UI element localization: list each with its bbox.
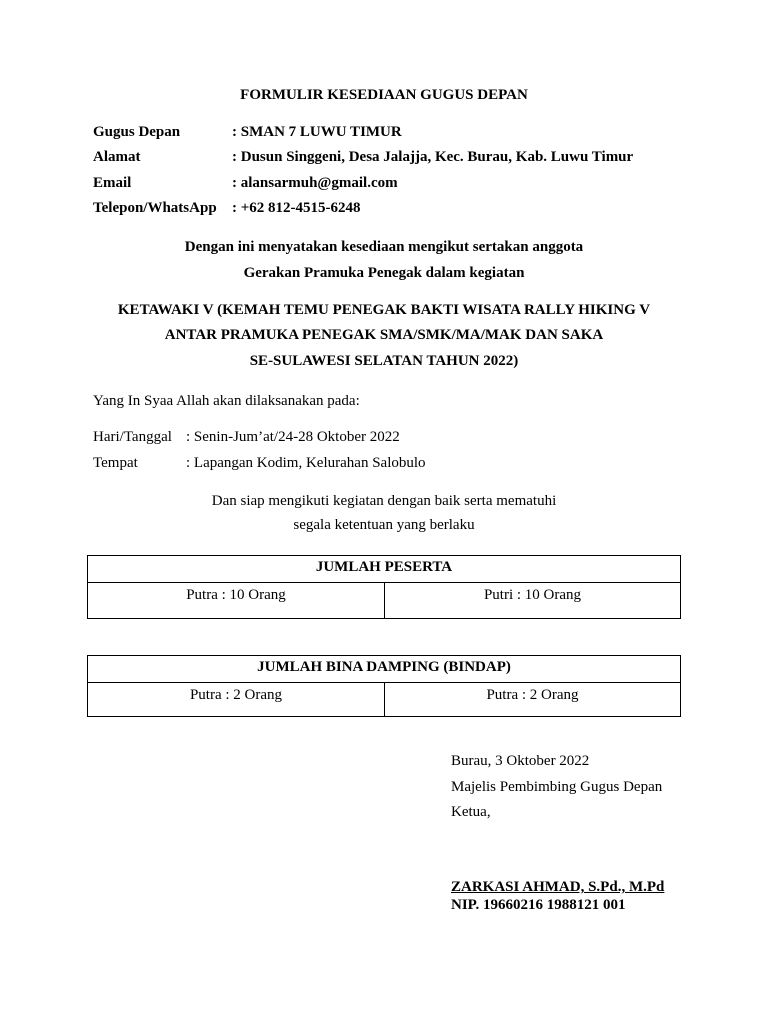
value-email: : alansarmuh@gmail.com (232, 175, 398, 191)
bindap-right-cell: Putra : 2 Orang (486, 687, 579, 703)
event-title-line-1: KETAWAKI V (KEMAH TEMU PENEGAK BAKTI WISATA RALLY HIKING V (117, 302, 651, 318)
bindap-table-row (88, 683, 680, 716)
label-gugus-depan: Gugus Depan (93, 124, 181, 140)
closing-line-2: segala ketentuan yang berlaku (293, 517, 475, 533)
value-telepon: : +62 812-4515-6248 (232, 200, 361, 216)
label-hari-tanggal: Hari/Tanggal (93, 429, 172, 445)
value-tempat: : Lapangan Kodim, Kelurahan Salobulo (186, 455, 426, 471)
value-gugus-depan: : SMAN 7 LUWU TIMUR (232, 124, 402, 140)
signature-office: Majelis Pembimbing Gugus Depan (451, 779, 663, 795)
participants-table-row (88, 583, 680, 618)
signature-role: Ketua, (451, 804, 491, 820)
bindap-table (87, 655, 681, 717)
closing-line-1: Dan siap mengikuti kegiatan dengan baik serta mematuhi (211, 493, 557, 509)
label-tempat: Tempat (93, 455, 138, 471)
statement-line-2: Gerakan Pramuka Penegak dalam kegiatan (243, 265, 525, 281)
intro-text: Yang In Syaa Allah akan dilaksanakan pada: (93, 393, 360, 409)
participants-male-cell: Putra : 10 Orang (88, 583, 385, 618)
signature-place-date: Burau, 3 Oktober 2022 (451, 753, 590, 769)
event-title-line-2: ANTAR PRAMUKA PENEGAK SMA/SMK/MA/MAK DAN SAKA (164, 327, 604, 343)
participants-female-cell: Putri : 10 Orang (483, 587, 582, 603)
bindap-table-header: JUMLAH BINA DAMPING (BINDAP) (88, 656, 680, 683)
label-alamat: Alamat (93, 149, 141, 165)
bindap-left-cell: Putra : 2 Orang (88, 683, 385, 716)
event-title-line-3: SE-SULAWESI SELATAN TAHUN 2022) (249, 353, 519, 369)
value-hari-tanggal: : Senin-Jum’at/24-28 Oktober 2022 (186, 429, 400, 445)
statement-line-1: Dengan ini menyatakan kesediaan mengikut sertakan anggota (184, 239, 584, 255)
form-title: FORMULIR KESEDIAAN GUGUS DEPAN (240, 87, 528, 103)
label-telepon: Telepon/WhatsApp (93, 200, 217, 216)
signature-name: ZARKASI AHMAD, S.Pd., M.Pd (451, 879, 665, 895)
participants-table (87, 555, 681, 619)
value-alamat: : Dusun Singgeni, Desa Jalajja, Kec. Burau, Kab. Luwu Timur (232, 149, 634, 165)
participants-table-header: JUMLAH PESERTA (88, 556, 680, 583)
label-email: Email (93, 175, 132, 191)
signature-nip: NIP. 19660216 1988121 001 (451, 897, 626, 913)
